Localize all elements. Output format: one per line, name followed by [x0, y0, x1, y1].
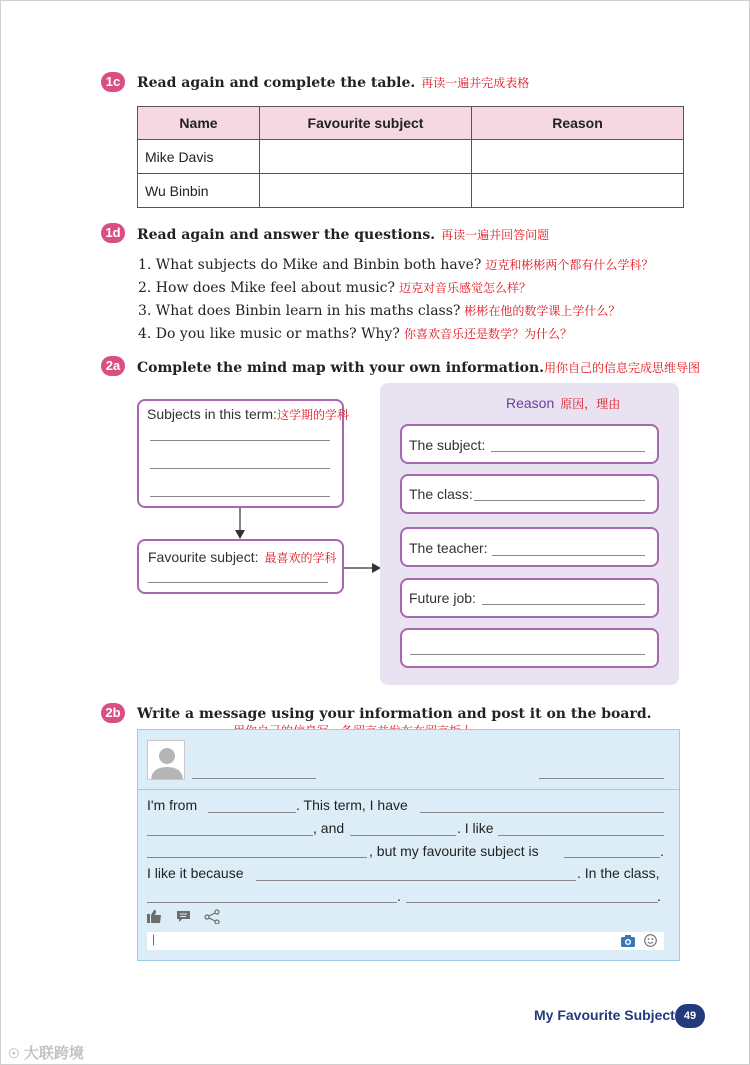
- header-reason: Reason: [472, 107, 684, 140]
- msg-period-2: .: [397, 888, 401, 904]
- watermark-logo-icon: ☉: [8, 1046, 20, 1061]
- camera-icon[interactable]: [621, 934, 635, 947]
- question-text: 4. Do you like music or maths? Why?: [138, 326, 400, 342]
- heading-cn: 用你自己的信息完成思维导图: [544, 361, 701, 375]
- msg-because: I like it because: [147, 865, 244, 881]
- subjects-line-3[interactable]: [150, 496, 330, 497]
- favourite-box: [137, 539, 344, 594]
- table-row: [138, 140, 684, 174]
- cell-reason-input[interactable]: [472, 140, 684, 174]
- msg-period-3: .: [657, 888, 661, 904]
- heading-cn: 再读一遍并回答问题: [441, 228, 550, 242]
- reason-subject-line[interactable]: [491, 451, 645, 452]
- question-text: 1. What subjects do Mike and Binbin both have?: [138, 257, 482, 273]
- section-heading-1d: [137, 226, 549, 243]
- msg-period-1: .: [660, 843, 664, 859]
- msg-because-line[interactable]: [256, 880, 576, 881]
- msg-like-line-2[interactable]: [147, 857, 367, 858]
- cell-favourite-input[interactable]: [260, 174, 472, 208]
- watermark: [8, 1042, 84, 1063]
- subjects-line-2[interactable]: [150, 468, 330, 469]
- reason-title: [506, 395, 620, 412]
- question-cn: 迈克和彬彬两个都有什么学科？: [485, 258, 654, 272]
- header-name: Name: [138, 107, 260, 140]
- heading-text: Read again and complete the table.: [137, 75, 416, 91]
- reason-job-line[interactable]: [482, 604, 645, 605]
- emoji-icon[interactable]: [644, 934, 657, 947]
- reason-teacher-label: The teacher:: [409, 540, 488, 556]
- msg-like: . I like: [457, 820, 494, 836]
- section-badge-2b: 2b: [101, 703, 125, 723]
- subjects-cn: 这学期的学科: [276, 408, 349, 422]
- question-text: 3. What does Binbin learn in his maths class?: [138, 303, 461, 319]
- table-row: [138, 174, 684, 208]
- section-badge-2a: 2a: [101, 356, 125, 376]
- msg-have-line[interactable]: [420, 812, 664, 813]
- msg-and-line[interactable]: [350, 835, 456, 836]
- reason-title-text: Reason: [506, 395, 555, 411]
- question-3: [138, 302, 620, 319]
- heading-text: Read again and answer the questions.: [137, 227, 436, 243]
- msg-from: I'm from: [147, 797, 198, 813]
- heading-text: Complete the mind map with your own information.: [137, 360, 545, 376]
- message-divider: [138, 789, 679, 790]
- section-heading-2a: [137, 359, 700, 376]
- favourite-line[interactable]: [148, 582, 328, 583]
- favourite-label-text: Favourite subject:: [148, 549, 259, 565]
- question-1: [138, 256, 653, 273]
- arrow-down-icon: [230, 508, 250, 540]
- arrow-right-icon: [344, 562, 382, 574]
- question-text: 2. How does Mike feel about music?: [138, 280, 396, 296]
- question-cn: 你喜欢音乐还是数学？为什么？: [403, 327, 572, 341]
- table-header-row: [138, 107, 684, 140]
- section-heading-2b: Write a message using your information and post it on the board.: [137, 706, 652, 722]
- name-line[interactable]: [192, 778, 316, 779]
- msg-from-line[interactable]: [208, 812, 296, 813]
- reason-cn: 原因，理由: [560, 397, 621, 411]
- like-icon[interactable]: [147, 909, 162, 923]
- comment-input[interactable]: [147, 932, 664, 950]
- heading-cn: 再读一遍并完成表格: [421, 76, 530, 90]
- section-heading-1c: [137, 74, 529, 91]
- msg-like-line[interactable]: [498, 835, 664, 836]
- input-cursor: |: [152, 932, 156, 946]
- cell-name: Wu Binbin: [138, 174, 260, 208]
- reason-job-label: Future job:: [409, 590, 476, 606]
- share-icon[interactable]: [204, 909, 220, 924]
- avatar: [147, 740, 185, 780]
- cell-favourite-input[interactable]: [260, 140, 472, 174]
- favourite-cn: 最喜欢的学科: [264, 551, 337, 565]
- question-cn: 彬彬在他的数学课上学什么？: [464, 304, 621, 318]
- msg-favourite: , but my favourite subject is: [369, 843, 539, 859]
- question-4: [138, 325, 572, 342]
- subjects-label-text: Subjects in this term:: [147, 406, 277, 422]
- favourite-label: [148, 549, 337, 566]
- header-favourite-subject: Favourite subject: [260, 107, 472, 140]
- cell-reason-input[interactable]: [472, 174, 684, 208]
- msg-end-line[interactable]: [406, 902, 658, 903]
- msg-class-line[interactable]: [147, 902, 397, 903]
- footer-title: My Favourite Subject: [534, 1007, 675, 1023]
- reason-extra-box: [400, 628, 659, 668]
- date-line[interactable]: [539, 778, 664, 779]
- subjects-table: [137, 106, 684, 208]
- page-number: 49: [675, 1004, 705, 1028]
- section-badge-1c: 1c: [101, 72, 125, 92]
- question-2: [138, 279, 531, 296]
- subjects-line-1[interactable]: [150, 440, 330, 441]
- comment-icon[interactable]: [176, 910, 191, 923]
- msg-subjects-line[interactable]: [147, 835, 313, 836]
- reason-extra-line[interactable]: [410, 654, 645, 655]
- reason-teacher-line[interactable]: [492, 555, 645, 556]
- subjects-label: [147, 406, 349, 423]
- question-cn: 迈克对音乐感觉怎么样？: [399, 281, 532, 295]
- section-badge-1d: 1d: [101, 223, 125, 243]
- msg-and: , and: [313, 820, 345, 836]
- msg-in-class: . In the class,: [577, 865, 660, 881]
- msg-have: . This term, I have: [296, 797, 408, 813]
- user-avatar-icon: [148, 741, 185, 780]
- watermark-text: 大联跨境: [23, 1045, 84, 1062]
- cell-name: Mike Davis: [138, 140, 260, 174]
- reason-class-label: The class:: [409, 486, 473, 502]
- reason-class-line[interactable]: [474, 500, 645, 501]
- reason-subject-label: The subject:: [409, 437, 486, 453]
- msg-favourite-line[interactable]: [564, 857, 660, 858]
